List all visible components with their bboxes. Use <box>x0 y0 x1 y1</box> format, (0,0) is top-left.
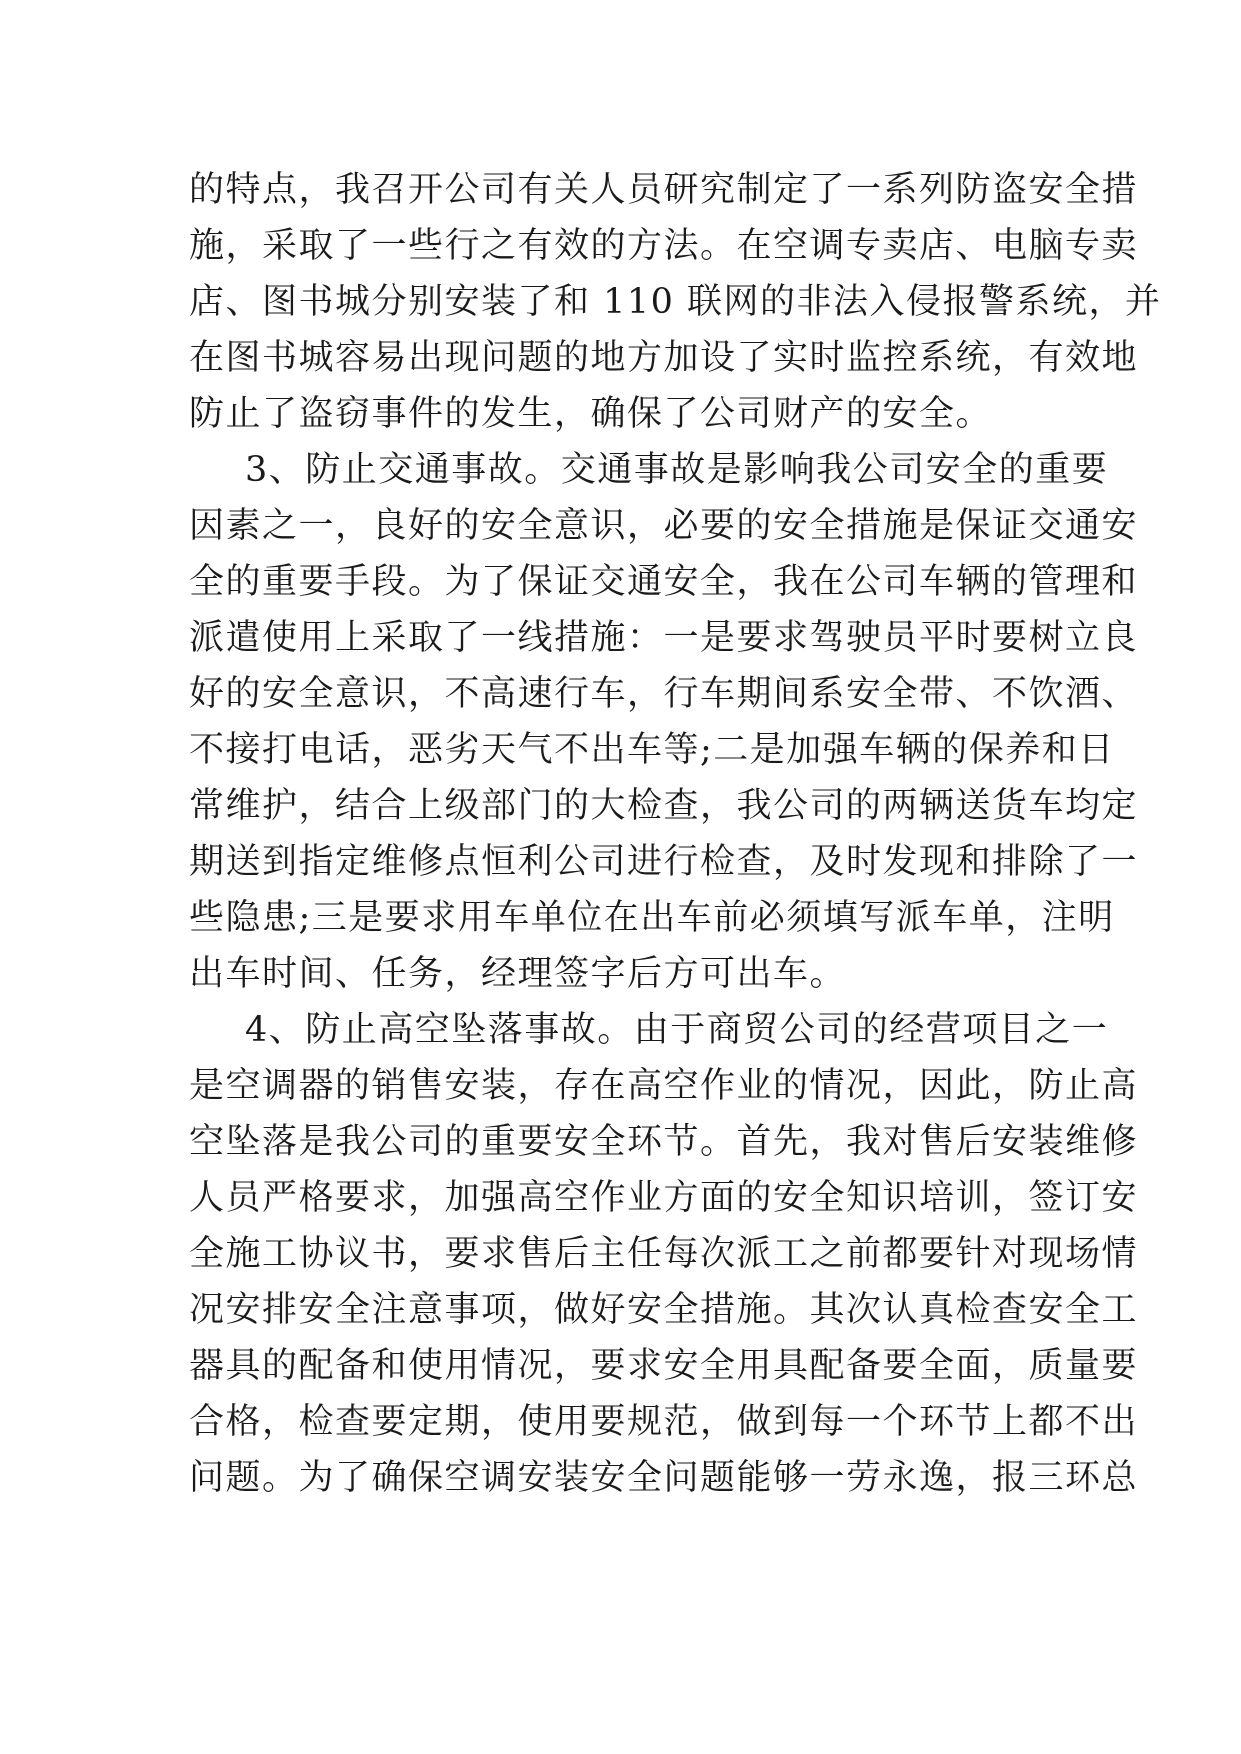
text-line: 出车时间、任务，经理签字后方可出车。 <box>189 954 847 994</box>
body-text <box>189 162 1162 1506</box>
text-line: 常维护，结合上级部门的大检查，我公司的两辆送货车均定 <box>189 786 1139 826</box>
text-line: 器具的配备和使用情况，要求安全用具配备要全面，质量要 <box>189 1346 1139 1386</box>
text-line: 全施工协议书，要求售后主任每次派工之前都要针对现场情 <box>189 1234 1139 1274</box>
text-line: 合格，检查要定期，使用要规范，做到每一个环节上都不出 <box>189 1402 1139 1442</box>
text-line: 好的安全意识，不高速行车，行车期间系安全带、不饮酒、 <box>189 674 1139 714</box>
text-line: 期送到指定维修点恒利公司进行检查，及时发现和排除了一 <box>189 842 1139 882</box>
text-line: 是空调器的销售安装，存在高空作业的情况，因此，防止高 <box>189 1066 1139 1106</box>
text-line: 防止了盗窃事件的发生，确保了公司财产的安全。 <box>189 394 993 434</box>
text-line: 派遣使用上采取了一线措施：一是要求驾驶员平时要树立良 <box>189 618 1139 658</box>
text-line: 施，采取了一些行之有效的方法。在空调专卖店、电脑专卖 <box>189 226 1139 266</box>
text-line: 的特点，我召开公司有关人员研究制定了一系列防盗安全措 <box>189 170 1139 210</box>
paragraph-heading-3: 3、防止交通事故。交通事故是影响我公司安全的重要 <box>245 450 1109 490</box>
paragraph-heading-4: 4、防止高空坠落事故。由于商贸公司的经营项目之一 <box>245 1010 1109 1050</box>
text-line: 些隐患;三是要求用车单位在出车前必须填写派车单，注明 <box>189 898 1115 938</box>
text-line: 问题。为了确保空调安装安全问题能够一劳永逸，报三环总 <box>189 1458 1139 1498</box>
text-line: 况安排安全注意事项，做好安全措施。其次认真检查安全工 <box>189 1290 1139 1330</box>
text-line: 空坠落是我公司的重要安全环节。首先，我对售后安装维修 <box>189 1122 1139 1162</box>
text-line: 人员严格要求，加强高空作业方面的安全知识培训，签订安 <box>189 1178 1139 1218</box>
text-line: 不接打电话，恶劣天气不出车等;二是加强车辆的保养和日 <box>189 730 1115 770</box>
text-line: 在图书城容易出现问题的地方加设了实时监控系统，有效地 <box>189 338 1139 378</box>
text-line: 店、图书城分别安装了和 110 联网的非法入侵报警系统，并 <box>189 282 1162 322</box>
text-line: 因素之一，良好的安全意识，必要的安全措施是保证交通安 <box>189 506 1139 546</box>
text-line: 全的重要手段。为了保证交通安全，我在公司车辆的管理和 <box>189 562 1139 602</box>
